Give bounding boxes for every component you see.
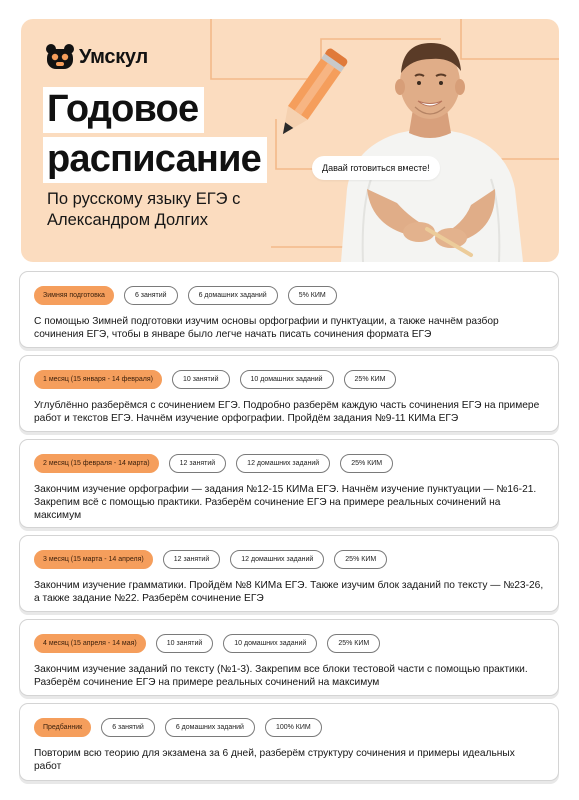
page-title-line-1: Годовое [43,87,204,133]
kim-badge: 25% КИМ [327,634,380,653]
kim-badge: 25% КИМ [344,370,397,389]
card-tags [34,634,380,653]
period-badge: 3 месяц (15 марта - 14 апреля) [34,550,153,569]
hero-banner [21,19,559,262]
period-badge: Предбанник [34,718,91,737]
period-badge: 2 месяц (15 февраля - 14 марта) [34,454,159,473]
card-description: Закончим изучение заданий по тексту (№1-3). Закрепим все блоки тестовой части с помощью практики. Разберём сочинение ЕГЭ на примере реальных сочинений на максимум [34,664,528,688]
homework-badge: 6 домашних заданий [165,718,255,737]
schedule-card-month-1 [19,355,559,432]
lessons-badge: 12 занятий [169,454,227,473]
lessons-badge: 6 занятий [101,718,155,737]
schedule-card-month-4 [19,619,559,696]
period-badge: 4 месяц (15 апреля - 14 мая) [34,634,146,653]
homework-badge: 12 домашних заданий [230,550,324,569]
card-tags [34,550,387,569]
schedule-card-month-2 [19,439,559,528]
homework-badge: 10 домашних заданий [240,370,334,389]
card-description: Повторим всю теорию для экзамена за 6 дней, разберём структуру сочинения и примеры идеальных работ [34,748,515,772]
period-badge: Зимняя подготовка [34,286,114,305]
teacher-photo [301,29,559,262]
card-description: С помощью Зимней подготовки изучим основы орфографии и пунктуации, а также начнём разбор сочинения ЕГЭ, чтобы в январе было легче начать писать сочинения формата ЕГЭ [34,316,499,340]
kim-badge: 25% КИМ [340,454,393,473]
kim-badge: 25% КИМ [334,550,387,569]
logo-text: Умскул [79,45,148,68]
period-badge: 1 месяц (15 января - 14 февраля) [34,370,162,389]
schedule-card-final [19,703,559,781]
kim-badge: 5% КИМ [288,286,337,305]
homework-badge: 6 домашних заданий [188,286,278,305]
card-description: Углублённо разберёмся с сочинением ЕГЭ. Подробно разберём каждую часть сочинения ЕГЭ на примере работ и текстов ЕГЭ. Начнём изучение орфографии. Пройдём задания №9-11 КИМа ЕГЭ [34,400,540,424]
schedule-card-winter [19,271,559,348]
card-tags [34,454,393,473]
schedule-card-month-3 [19,535,559,612]
page-subtitle: По русскому языку ЕГЭ с Александром Долгих [47,190,241,229]
card-tags [34,370,396,389]
homework-badge: 12 домашних заданий [236,454,330,473]
homework-badge: 10 домашних заданий [223,634,317,653]
lessons-badge: 12 занятий [163,550,221,569]
card-tags [34,718,322,737]
bear-logo-icon [45,43,75,71]
umskul-logo[interactable] [45,43,148,71]
lessons-badge: 10 занятий [172,370,230,389]
card-description: Закончим изучение орфографии — задания №12-15 КИМа ЕГЭ. Начнём изучение пунктуации — №16-21. Закрепим всё с помощью практики. Разберём сочинение ЕГЭ на примере реальных сочинений на максимум [34,484,537,521]
lessons-badge: 10 занятий [156,634,214,653]
speech-bubble-tail [405,169,413,179]
speech-bubble: Давай готовиться вместе! [312,156,440,180]
card-tags [34,286,337,305]
page-title-line-2: расписание [43,137,267,183]
kim-badge: 100% КИМ [265,718,322,737]
lessons-badge: 6 занятий [124,286,178,305]
card-description: Закончим изучение грамматики. Пройдём №8 КИМа ЕГЭ. Также изучим блок заданий по тексту — №23-26, а также задание №22. Разберём сочинение ЕГЭ [34,580,544,604]
